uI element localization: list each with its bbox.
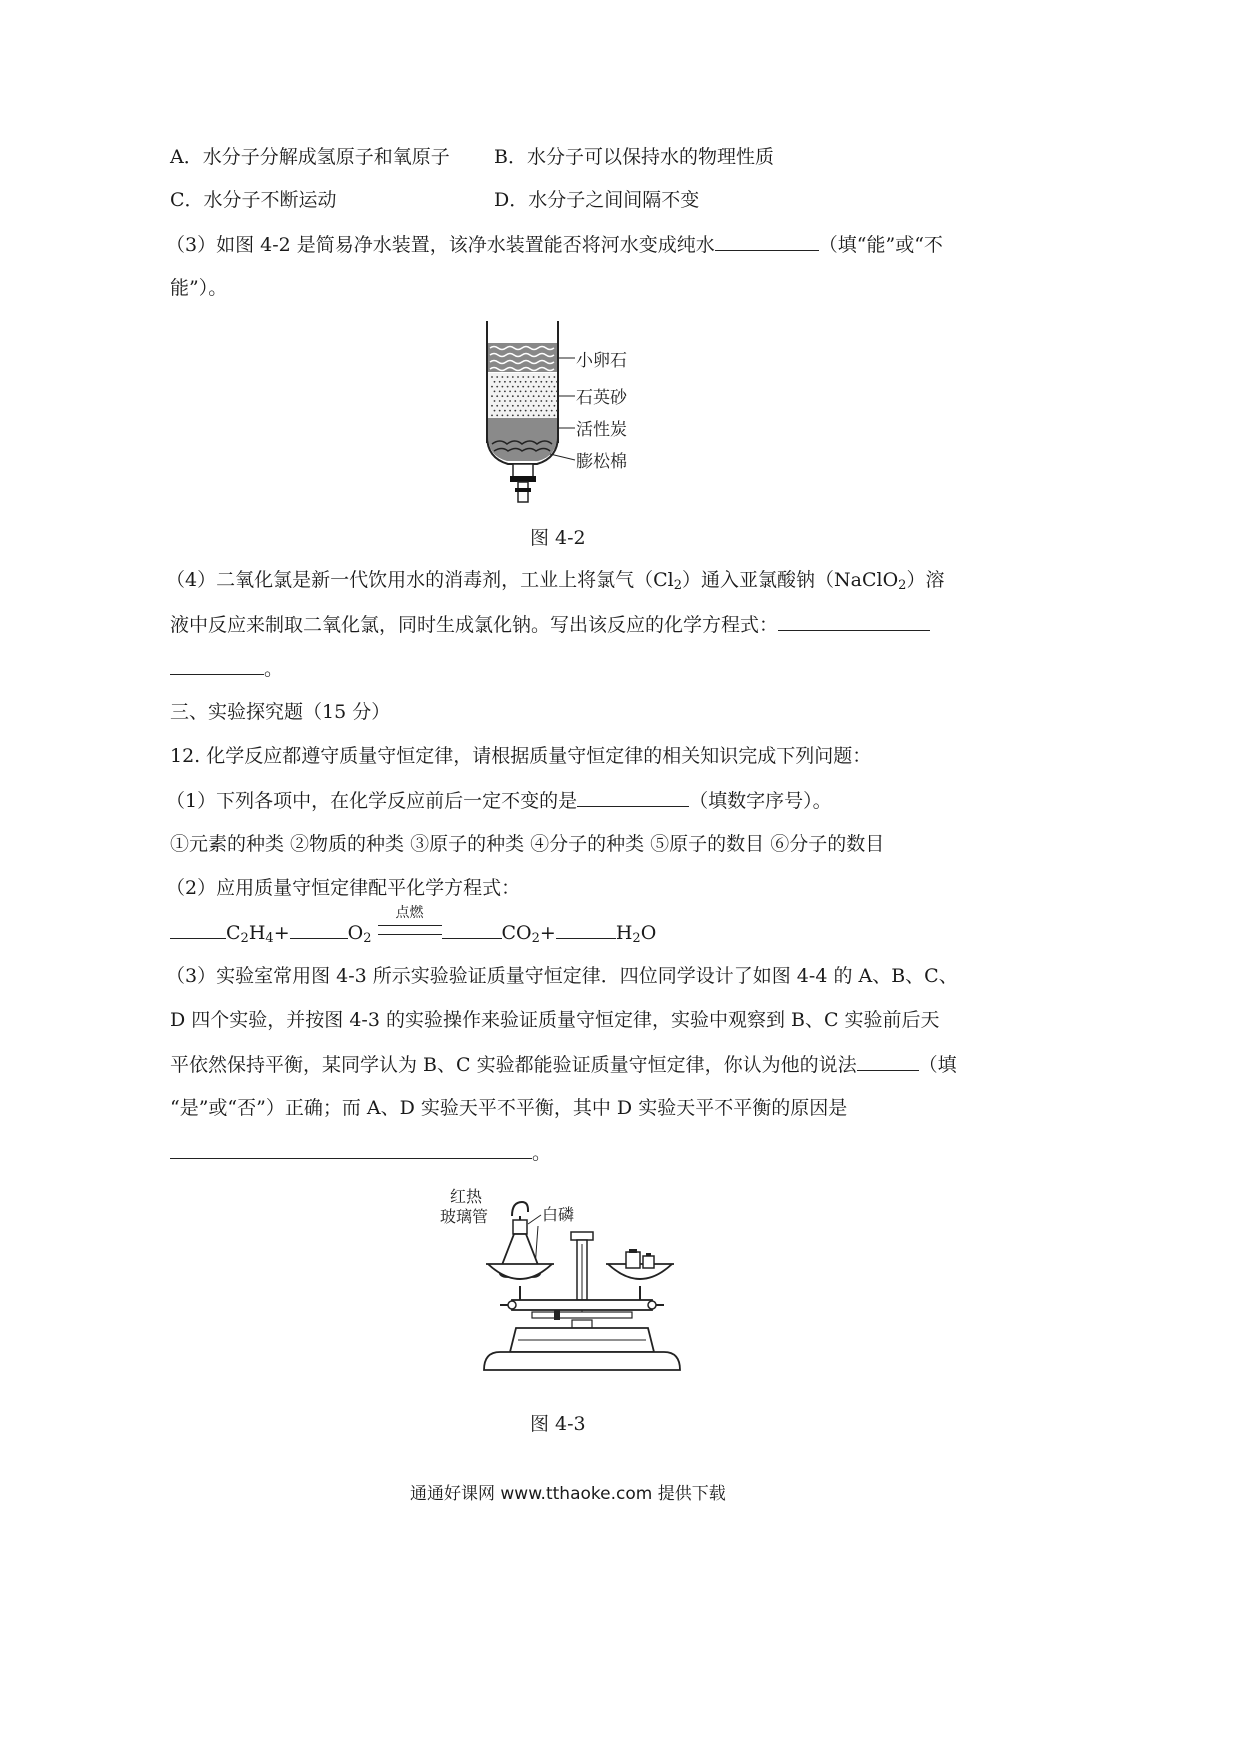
sand-grain: [504, 391, 506, 393]
option-a: A．水分子分解成氢原子和氧原子: [170, 146, 450, 168]
sand-grain: [528, 415, 530, 417]
q12-p1: [166, 788, 832, 813]
sand-grain: [522, 395, 524, 397]
equals-sign: [378, 925, 442, 935]
sand-grain: [517, 395, 519, 397]
sand-grain: [499, 391, 501, 393]
sand-grain: [491, 376, 493, 378]
label-red-hot: 红热: [450, 1187, 483, 1206]
sand-grain: [509, 391, 511, 393]
coef-blank-h2o[interactable]: [556, 920, 616, 939]
sand-grain: [535, 381, 537, 383]
q4-text-line2: 液中反应来制取二氧化氯，同时生成氯化钠。写出该反应的化学方程式：: [170, 614, 779, 636]
q4-line2: [170, 612, 930, 637]
option-d: D．水分子之间间隔不变: [494, 189, 700, 211]
sand-grain: [491, 415, 493, 417]
sand-grain: [525, 381, 527, 383]
sand-grain: [543, 395, 545, 397]
sand-grain: [556, 410, 558, 412]
q3-answer-blank[interactable]: [715, 232, 819, 251]
figure-4-2-caption: 图 4-2: [530, 527, 586, 549]
sand-grain: [538, 395, 540, 397]
sand-grain: [496, 376, 498, 378]
sand-grain: [509, 410, 511, 412]
sand-grain: [507, 376, 509, 378]
sand-grain: [509, 381, 511, 383]
eq-o2: O: [640, 922, 657, 944]
q12-p3-line4: “是”或“否”）正确；而 A、D 实验天平不平衡，其中 D 实验天平不平衡的原因是: [170, 1097, 848, 1119]
figure-4-3-caption: 图 4-3: [530, 1413, 586, 1435]
sand-grain: [535, 391, 537, 393]
sand-grain: [538, 376, 540, 378]
label-pebbles: 小卵石: [576, 351, 627, 371]
eq-h: H: [248, 922, 266, 944]
sand-grain: [520, 381, 522, 383]
eq-h-sub: 4: [265, 931, 274, 946]
label-quartz-sand: 石英砂: [576, 388, 627, 408]
q4-answer-blank-1[interactable]: [778, 612, 930, 631]
q4-text-c: ）溶: [906, 569, 945, 591]
sand-grain: [517, 405, 519, 407]
sand-grain: [512, 376, 514, 378]
eq-plus-2: +: [539, 922, 556, 944]
sand-grain: [496, 415, 498, 417]
option-c: C．水分子不断运动: [170, 189, 337, 211]
q12-p3-line5: [170, 1140, 551, 1165]
eq-o: O: [347, 922, 364, 944]
sand-grain: [546, 391, 548, 393]
sand-grain: [502, 415, 504, 417]
sand-grain: [551, 400, 553, 402]
sand-grain: [554, 376, 556, 378]
q3-text: （3）如图 4-2 是简易净水装置，该净水装置能否将河水变成纯水: [166, 234, 715, 256]
sand-grain: [530, 400, 532, 402]
sand-grain: [507, 395, 509, 397]
sand-grain: [502, 395, 504, 397]
sand-grain: [512, 415, 514, 417]
q12-p3-end: 。: [532, 1142, 552, 1164]
coef-blank-c2h4[interactable]: [170, 920, 226, 939]
sand-grain: [538, 405, 540, 407]
sand-grain: [551, 410, 553, 412]
sand-grain: [504, 410, 506, 412]
q3-line1: [166, 232, 943, 257]
coef-blank-co2[interactable]: [442, 920, 502, 939]
sand-grain: [525, 391, 527, 393]
sand-grain: [530, 391, 532, 393]
sand-grain: [535, 400, 537, 402]
sand-grain: [528, 395, 530, 397]
sand-grain: [512, 395, 514, 397]
q4-text-a: （4）二氧化氯是新一代饮用水的消毒剂，工业上将氯气（Cl: [166, 569, 674, 591]
eq-c-sub: 2: [240, 931, 249, 946]
sand-grain: [528, 376, 530, 378]
eq-h2: H: [615, 922, 633, 944]
q4-answer-blank-2[interactable]: [170, 656, 264, 675]
q4-sub1: 2: [673, 578, 682, 593]
q12-p2: （2）应用质量守恒定律配平化学方程式：: [166, 877, 521, 899]
sand-grain: [522, 386, 524, 388]
sand-grain: [491, 395, 493, 397]
label-glass-tube: 玻璃管: [440, 1207, 489, 1226]
sand-grain: [533, 386, 535, 388]
sand-grain: [548, 376, 550, 378]
sand-grain: [538, 415, 540, 417]
sand-grain: [540, 410, 542, 412]
sand-grain: [504, 381, 506, 383]
eq-c: C: [226, 922, 241, 944]
sand-grain: [525, 400, 527, 402]
sand-grain: [535, 410, 537, 412]
sand-grain: [548, 395, 550, 397]
q12-p3-line2: D 四个实验，并按图 4-3 的实验操作来验证质量守恒定律，实验中观察到 B、C 实验前后天: [170, 1009, 940, 1031]
q4-end: 。: [264, 658, 284, 680]
q12-equation: [170, 905, 657, 951]
sand-grain: [554, 395, 556, 397]
sand-grain: [502, 376, 504, 378]
q12-items: ①元素的种类 ②物质的种类 ③原子的种类 ④分子的种类 ⑤原子的数目 ⑥分子的数目: [170, 833, 885, 855]
sand-grain: [540, 391, 542, 393]
option-b: B．水分子可以保持水的物理性质: [494, 146, 774, 168]
eq-plus-1: +: [273, 922, 290, 944]
sand-grain: [554, 405, 556, 407]
q12-p3-blank-2[interactable]: [170, 1140, 532, 1159]
sand-grain: [507, 405, 509, 407]
sand-grain: [517, 386, 519, 388]
coef-blank-o2[interactable]: [290, 920, 348, 939]
sand-grain: [494, 391, 496, 393]
sand-grain: [546, 410, 548, 412]
sand-grain: [556, 400, 558, 402]
sand-grain: [556, 381, 558, 383]
sand-grain: [522, 415, 524, 417]
q12-p3-line3-tail: （填: [918, 1054, 957, 1076]
label-cotton: 膨松棉: [576, 452, 627, 472]
sand-grain: [551, 381, 553, 383]
q12-p3-line3-text: 平依然保持平衡，某同学认为 B、C 实验都能验证质量守恒定律，你认为他的说法: [170, 1054, 857, 1076]
sand-grain: [494, 400, 496, 402]
sand-grain: [520, 391, 522, 393]
q4-text-b: ）通入亚氯酸钠（NaClO: [682, 569, 899, 591]
sand-grain: [507, 415, 509, 417]
sand-grain: [496, 405, 498, 407]
q12-p1-blank[interactable]: [577, 788, 689, 807]
sand-grain: [533, 415, 535, 417]
sand-grain: [533, 405, 535, 407]
q12-p3-blank-1[interactable]: [857, 1052, 919, 1071]
sand-grain: [517, 376, 519, 378]
label-activated-carbon: 活性炭: [576, 420, 627, 440]
sand-grain: [528, 405, 530, 407]
q12-p3-line1: （3）实验室常用图 4-3 所示实验验证质量守恒定律．四位同学设计了如图 4-4 的 A、B、C、: [166, 965, 958, 987]
sand-grain: [499, 410, 501, 412]
q12-stem: 12. 化学反应都遵守质量守恒定律，请根据质量守恒定律的相关知识完成下列问题：: [170, 745, 872, 767]
q12-p1-tail: （填数字序号）。: [689, 790, 832, 812]
q4-line1: [166, 568, 944, 598]
q3-text-tail: （填“能”或“不: [818, 234, 943, 256]
figure-4-2-filter: [470, 318, 670, 503]
label-white-phosphorus: 白磷: [542, 1205, 575, 1224]
condition-label: 点燃: [395, 905, 424, 921]
section-3-heading: 三、实验探究题（15 分）: [170, 701, 391, 723]
sand-grain: [551, 391, 553, 393]
sand-grain: [548, 415, 550, 417]
sand-grain: [540, 381, 542, 383]
sand-grain: [543, 386, 545, 388]
eq-o-sub: 2: [363, 931, 372, 946]
sand-grain: [554, 415, 556, 417]
sand-grain: [504, 400, 506, 402]
sand-grain: [554, 386, 556, 388]
sand-grain: [520, 410, 522, 412]
q12-p3-line3: [170, 1052, 957, 1077]
q4-line3: [170, 656, 283, 681]
sand-grain: [548, 405, 550, 407]
sand-grain: [491, 405, 493, 407]
sand-grain: [494, 381, 496, 383]
sand-grain: [502, 405, 504, 407]
sand-grain: [533, 395, 535, 397]
sand-grain: [502, 386, 504, 388]
eq-co: CO: [501, 922, 532, 944]
sand-grain: [494, 410, 496, 412]
sand-grain: [496, 395, 498, 397]
sand-grain: [530, 381, 532, 383]
sand-grain: [546, 400, 548, 402]
sand-grain: [543, 376, 545, 378]
sand-grain: [512, 405, 514, 407]
sand-grain: [514, 400, 516, 402]
sand-grain: [520, 400, 522, 402]
sand-grain: [514, 410, 516, 412]
q3-line2: 能”）。: [170, 277, 228, 299]
sand-grain: [522, 376, 524, 378]
sand-grain: [499, 381, 501, 383]
reaction-condition: [378, 905, 442, 945]
sand-grain: [512, 386, 514, 388]
page-footer: 通通好课网 www.tthaoke.com 提供下载: [410, 1484, 726, 1504]
sand-grain: [528, 386, 530, 388]
sand-grain: [514, 381, 516, 383]
sand-grain: [530, 410, 532, 412]
sand-grain: [543, 415, 545, 417]
figure-4-3-balance: [440, 1182, 710, 1392]
eq-co-sub: 2: [531, 931, 540, 946]
sand-grain: [538, 386, 540, 388]
sand-grain: [491, 386, 493, 388]
sand-grain: [548, 386, 550, 388]
sand-grain: [546, 381, 548, 383]
eq-h2-sub: 2: [632, 931, 641, 946]
sand-grain: [509, 400, 511, 402]
sand-grain: [517, 415, 519, 417]
q4-sub2: 2: [898, 578, 907, 593]
sand-grain: [556, 391, 558, 393]
sand-grain: [522, 405, 524, 407]
sand-grain: [533, 376, 535, 378]
sand-grain: [514, 391, 516, 393]
sand-grain: [540, 400, 542, 402]
sand-grain: [507, 386, 509, 388]
sand-grain: [543, 405, 545, 407]
sand-grain: [496, 386, 498, 388]
sand-grain: [499, 400, 501, 402]
sand-grain: [525, 410, 527, 412]
q12-p1-text: （1）下列各项中，在化学反应前后一定不变的是: [166, 790, 578, 812]
